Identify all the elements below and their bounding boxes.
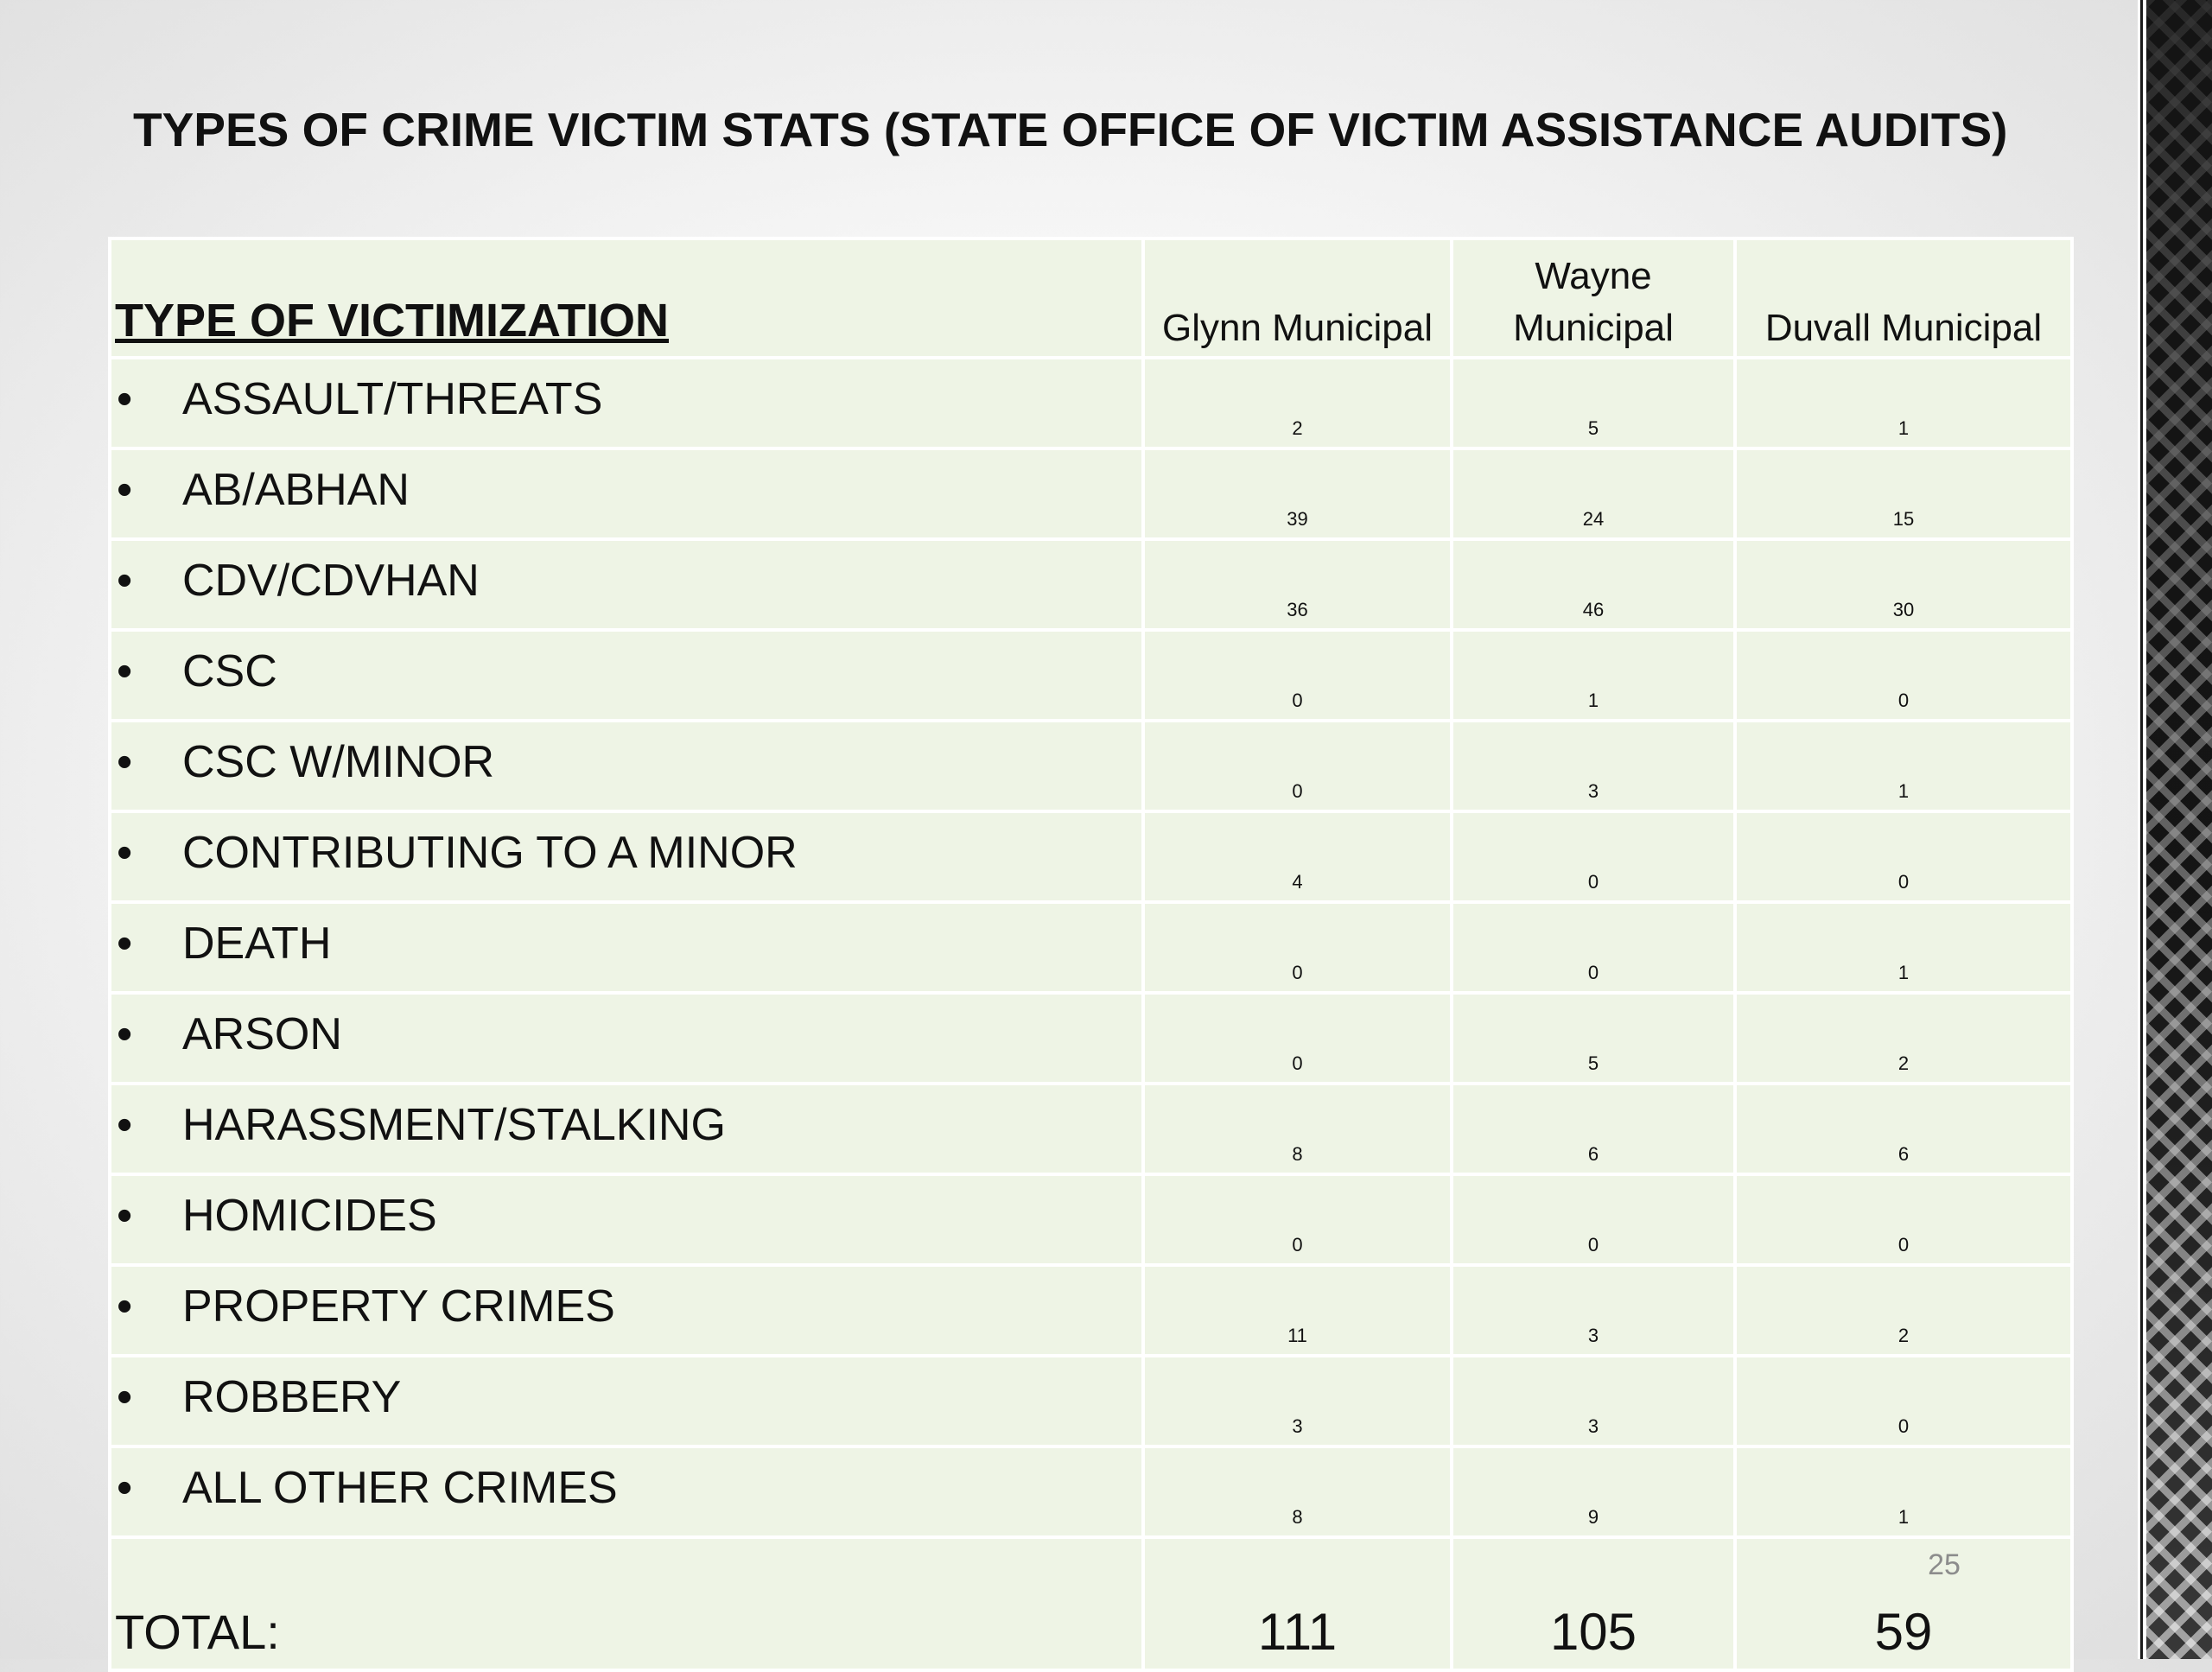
victimization-type-label: CSC W/MINOR xyxy=(182,737,495,787)
wayne-count-cell: 0 xyxy=(1452,811,1735,902)
table-row xyxy=(110,630,2072,721)
duvall-count-cell: 0 xyxy=(1735,811,2072,902)
victimization-type-cell xyxy=(110,539,1143,630)
victimization-type-cell xyxy=(110,448,1143,539)
duvall-count-cell: 2 xyxy=(1735,993,2072,1084)
victimization-type-label: PROPERTY CRIMES xyxy=(182,1281,615,1332)
duvall-count-cell: 15 xyxy=(1735,448,2072,539)
bullet-icon: • xyxy=(117,828,133,878)
victimization-type-cell xyxy=(110,1265,1143,1356)
bullet-icon: • xyxy=(117,1009,133,1059)
header-wayne-line1: Wayne xyxy=(1535,255,1652,297)
wayne-count-cell: 9 xyxy=(1452,1446,1735,1537)
bullet-icon: • xyxy=(117,1281,133,1332)
victimization-type-cell xyxy=(110,811,1143,902)
table-row xyxy=(110,1084,2072,1174)
duvall-count-cell: 1 xyxy=(1735,358,2072,448)
decorative-side-strip xyxy=(2138,0,2212,1659)
victimization-type-cell xyxy=(110,358,1143,448)
glynn-count-cell: 0 xyxy=(1143,630,1452,721)
wayne-count-cell: 5 xyxy=(1452,993,1735,1084)
header-type-of-victimization: TYPE OF VICTIMIZATION xyxy=(110,238,1143,358)
victimization-type-label: CONTRIBUTING TO A MINOR xyxy=(182,828,798,878)
victimization-type-cell xyxy=(110,630,1143,721)
table-row xyxy=(110,448,2072,539)
duvall-total-cell: 59 xyxy=(1735,1537,2072,1670)
bullet-icon: • xyxy=(117,465,133,515)
slide-title: TYPES OF CRIME VICTIM STATS (STATE OFFICE OF VICTIM ASSISTANCE AUDITS) xyxy=(133,103,2008,156)
table-row xyxy=(110,993,2072,1084)
duvall-count-cell: 1 xyxy=(1735,1446,2072,1537)
wayne-count-cell: 1 xyxy=(1452,630,1735,721)
decorative-strip-edge xyxy=(2138,0,2146,1659)
wayne-count-cell: 3 xyxy=(1452,1356,1735,1446)
victimization-type-label: ROBBERY xyxy=(182,1372,402,1422)
table-row xyxy=(110,1265,2072,1356)
victimization-type-label: CDV/CDVHAN xyxy=(182,556,480,606)
victimization-type-cell xyxy=(110,902,1143,993)
victimization-type-label: HARASSMENT/STALKING xyxy=(182,1100,726,1150)
bullet-icon: • xyxy=(117,646,133,696)
header-wayne-line2: Municipal xyxy=(1513,307,1674,349)
victimization-type-label: ARSON xyxy=(182,1009,342,1059)
glynn-count-cell: 4 xyxy=(1143,811,1452,902)
wayne-count-cell: 24 xyxy=(1452,448,1735,539)
table-row xyxy=(110,539,2072,630)
victimization-type-label: AB/ABHAN xyxy=(182,465,410,515)
glynn-count-cell: 0 xyxy=(1143,721,1452,811)
glynn-count-cell: 2 xyxy=(1143,358,1452,448)
glynn-count-cell: 11 xyxy=(1143,1265,1452,1356)
table-row xyxy=(110,811,2072,902)
table-row xyxy=(110,1446,2072,1537)
duvall-count-cell: 2 xyxy=(1735,1265,2072,1356)
duvall-count-cell: 1 xyxy=(1735,902,2072,993)
bullet-icon: • xyxy=(117,919,133,969)
victimization-type-cell xyxy=(110,1174,1143,1265)
glynn-count-cell: 39 xyxy=(1143,448,1452,539)
duvall-count-cell: 1 xyxy=(1735,721,2072,811)
duvall-count-cell: 6 xyxy=(1735,1084,2072,1174)
header-duvall-municipal: Duvall Municipal xyxy=(1735,238,2072,358)
bullet-icon: • xyxy=(117,737,133,787)
victimization-type-label: ALL OTHER CRIMES xyxy=(182,1463,618,1513)
glynn-count-cell: 0 xyxy=(1143,1174,1452,1265)
glynn-count-cell: 3 xyxy=(1143,1356,1452,1446)
glynn-count-cell: 0 xyxy=(1143,902,1452,993)
bullet-icon: • xyxy=(117,1463,133,1513)
header-wayne-municipal xyxy=(1452,238,1735,358)
total-label: TOTAL: xyxy=(110,1537,1143,1670)
victimization-type-cell xyxy=(110,721,1143,811)
table-header-row xyxy=(110,238,2072,358)
glynn-total-cell: 111 xyxy=(1143,1537,1452,1670)
duvall-count-cell: 0 xyxy=(1735,1174,2072,1265)
wayne-count-cell: 0 xyxy=(1452,902,1735,993)
duvall-count-cell: 0 xyxy=(1735,630,2072,721)
victimization-type-cell xyxy=(110,1084,1143,1174)
table-row xyxy=(110,1356,2072,1446)
total-row xyxy=(110,1537,2072,1670)
duvall-count-cell: 0 xyxy=(1735,1356,2072,1446)
slide-number: 25 xyxy=(1928,1548,1961,1581)
victimization-type-label: CSC xyxy=(182,646,277,696)
victimization-type-cell xyxy=(110,993,1143,1084)
wayne-total-cell: 105 xyxy=(1452,1537,1735,1670)
header-glynn-municipal: Glynn Municipal xyxy=(1143,238,1452,358)
victimization-type-label: HOMICIDES xyxy=(182,1191,437,1241)
victimization-type-label: ASSAULT/THREATS xyxy=(182,374,603,424)
bullet-icon: • xyxy=(117,1100,133,1150)
glynn-count-cell: 8 xyxy=(1143,1446,1452,1537)
wayne-count-cell: 3 xyxy=(1452,1265,1735,1356)
bullet-icon: • xyxy=(117,1191,133,1241)
table-row xyxy=(110,902,2072,993)
bullet-icon: • xyxy=(117,1372,133,1422)
victimization-type-cell xyxy=(110,1356,1143,1446)
victimization-type-label: DEATH xyxy=(182,919,332,969)
wayne-count-cell: 3 xyxy=(1452,721,1735,811)
wayne-count-cell: 0 xyxy=(1452,1174,1735,1265)
glynn-count-cell: 8 xyxy=(1143,1084,1452,1174)
crime-victim-table xyxy=(108,237,2074,1672)
wayne-count-cell: 5 xyxy=(1452,358,1735,448)
table-row xyxy=(110,358,2072,448)
victimization-type-cell xyxy=(110,1446,1143,1537)
bullet-icon: • xyxy=(117,374,133,424)
duvall-count-cell: 30 xyxy=(1735,539,2072,630)
bullet-icon: • xyxy=(117,556,133,606)
table-row xyxy=(110,1174,2072,1265)
glynn-count-cell: 36 xyxy=(1143,539,1452,630)
wayne-count-cell: 6 xyxy=(1452,1084,1735,1174)
wayne-count-cell: 46 xyxy=(1452,539,1735,630)
table-row xyxy=(110,721,2072,811)
glynn-count-cell: 0 xyxy=(1143,993,1452,1084)
